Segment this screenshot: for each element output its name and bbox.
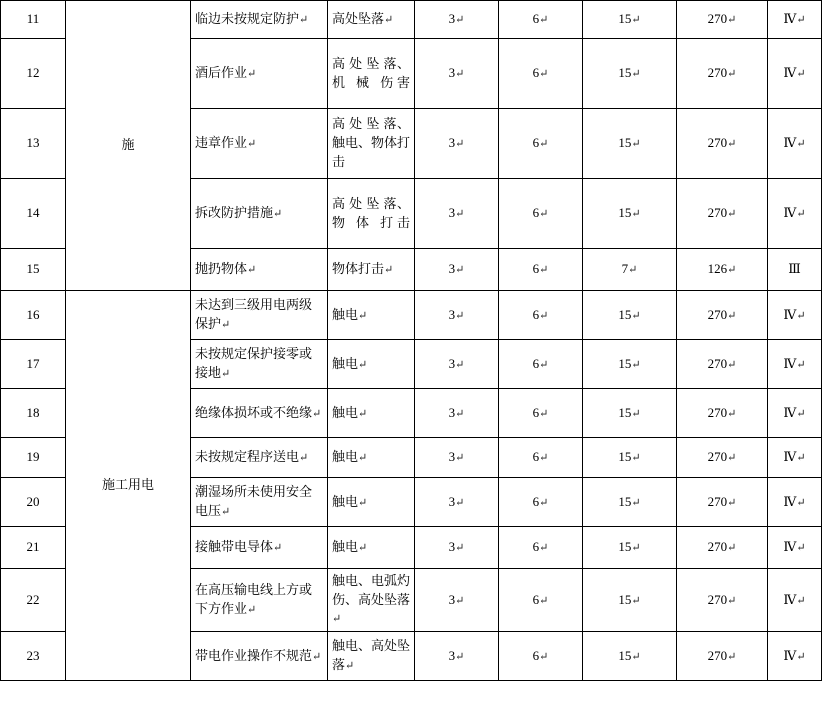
cell-e: 6↵ [499, 109, 583, 179]
cell-l: 3↵ [415, 109, 499, 179]
paragraph-mark: ↵ [358, 452, 368, 465]
paragraph-mark: ↵ [539, 496, 549, 509]
paragraph-mark: ↵ [455, 68, 465, 81]
table-row [1, 1, 822, 39]
cell-accident: 触电↵ [328, 527, 415, 569]
paragraph-mark: ↵ [727, 264, 737, 277]
paragraph-mark: ↵ [221, 505, 231, 518]
paragraph-mark: ↵ [455, 650, 465, 663]
paragraph-mark: ↵ [539, 407, 549, 420]
cell-d: 270↵ [677, 39, 768, 109]
paragraph-mark: ↵ [727, 208, 737, 221]
cell-e: 6↵ [499, 438, 583, 478]
paragraph-mark: ↵ [727, 68, 737, 81]
cell-accident: 触电↵ [328, 438, 415, 478]
cell-category: 施 [66, 1, 191, 291]
cell-accident: 触电↵ [328, 478, 415, 527]
paragraph-mark: ↵ [455, 309, 465, 322]
paragraph-mark: ↵ [631, 407, 641, 420]
paragraph-mark: ↵ [384, 264, 394, 277]
paragraph-mark: ↵ [631, 452, 641, 465]
paragraph-mark: ↵ [727, 309, 737, 322]
cell-item: 绝缘体损坏或不绝缘↵ [191, 389, 328, 438]
paragraph-mark: ↵ [727, 650, 737, 663]
paragraph-mark: ↵ [796, 309, 806, 322]
cell-item: 违章作业↵ [191, 109, 328, 179]
cell-l: 3↵ [415, 527, 499, 569]
cell-no: 22 [1, 569, 66, 632]
paragraph-mark: ↵ [221, 318, 231, 331]
cell-accident: 物体打击↵ [328, 249, 415, 291]
cell-c: 15↵ [583, 291, 677, 340]
cell-level: Ⅳ↵ [768, 569, 822, 632]
cell-item: 未按规定保护接零或接地↵ [191, 340, 328, 389]
paragraph-mark: ↵ [631, 309, 641, 322]
paragraph-mark: ↵ [727, 138, 737, 151]
paragraph-mark: ↵ [299, 14, 309, 27]
paragraph-mark: ↵ [727, 542, 737, 555]
paragraph-mark: ↵ [727, 358, 737, 371]
cell-level: Ⅳ↵ [768, 527, 822, 569]
cell-c: 15↵ [583, 340, 677, 389]
paragraph-mark: ↵ [358, 309, 368, 322]
paragraph-mark: ↵ [539, 138, 549, 151]
table-row [1, 291, 822, 340]
cell-item: 未达到三级用电两级保护↵ [191, 291, 328, 340]
paragraph-mark: ↵ [796, 407, 806, 420]
paragraph-mark: ↵ [631, 594, 641, 607]
paragraph-mark: ↵ [455, 14, 465, 27]
paragraph-mark: ↵ [631, 542, 641, 555]
paragraph-mark: ↵ [539, 208, 549, 221]
cell-no: 11 [1, 1, 66, 39]
cell-e: 6↵ [499, 478, 583, 527]
cell-item: 带电作业操作不规范↵ [191, 632, 328, 681]
paragraph-mark: ↵ [539, 358, 549, 371]
cell-no: 21 [1, 527, 66, 569]
cell-d: 270↵ [677, 527, 768, 569]
cell-e: 6↵ [499, 527, 583, 569]
cell-d: 270↵ [677, 478, 768, 527]
cell-c: 15↵ [583, 527, 677, 569]
cell-c: 15↵ [583, 39, 677, 109]
cell-no: 20 [1, 478, 66, 527]
paragraph-mark: ↵ [539, 68, 549, 81]
cell-item: 拆改防护措施↵ [191, 179, 328, 249]
paragraph-mark: ↵ [455, 264, 465, 277]
cell-c: 15↵ [583, 478, 677, 527]
cell-l: 3↵ [415, 179, 499, 249]
cell-e: 6↵ [499, 569, 583, 632]
cell-l: 3↵ [415, 249, 499, 291]
cell-e: 6↵ [499, 632, 583, 681]
paragraph-mark: ↵ [631, 138, 641, 151]
paragraph-mark: ↵ [539, 594, 549, 607]
cell-no: 17 [1, 340, 66, 389]
cell-accident: 高 处 坠 落、 物 体 打击 [328, 179, 415, 249]
paragraph-mark: ↵ [358, 542, 368, 555]
cell-no: 15 [1, 249, 66, 291]
paragraph-mark: ↵ [796, 14, 806, 27]
paragraph-mark: ↵ [299, 452, 309, 465]
paragraph-mark: ↵ [221, 367, 231, 380]
cell-d: 270↵ [677, 569, 768, 632]
paragraph-mark: ↵ [796, 496, 806, 509]
paragraph-mark: ↵ [455, 407, 465, 420]
cell-c: 7↵ [583, 249, 677, 291]
cell-level: Ⅳ↵ [768, 340, 822, 389]
cell-no: 19 [1, 438, 66, 478]
cell-accident: 触电↵ [328, 389, 415, 438]
cell-e: 6↵ [499, 179, 583, 249]
paragraph-mark: ↵ [631, 650, 641, 663]
paragraph-mark: ↵ [358, 496, 368, 509]
cell-d: 126↵ [677, 249, 768, 291]
cell-c: 15↵ [583, 109, 677, 179]
cell-no: 12 [1, 39, 66, 109]
paragraph-mark: ↵ [539, 309, 549, 322]
paragraph-mark: ↵ [796, 452, 806, 465]
paragraph-mark: ↵ [796, 68, 806, 81]
paragraph-mark: ↵ [384, 14, 394, 27]
paragraph-mark: ↵ [796, 138, 806, 151]
cell-l: 3↵ [415, 39, 499, 109]
cell-accident: 高 处 坠 落、触电、物体打击 [328, 109, 415, 179]
paragraph-mark: ↵ [796, 542, 806, 555]
cell-item: 接触带电导体↵ [191, 527, 328, 569]
cell-e: 6↵ [499, 249, 583, 291]
cell-level: Ⅳ↵ [768, 1, 822, 39]
paragraph-mark: ↵ [796, 208, 806, 221]
paragraph-mark: ↵ [455, 452, 465, 465]
paragraph-mark: ↵ [631, 358, 641, 371]
paragraph-mark: ↵ [796, 358, 806, 371]
cell-level: Ⅳ↵ [768, 179, 822, 249]
paragraph-mark: ↵ [455, 208, 465, 221]
cell-e: 6↵ [499, 389, 583, 438]
paragraph-mark: ↵ [332, 613, 342, 626]
cell-l: 3↵ [415, 340, 499, 389]
paragraph-mark: ↵ [631, 14, 641, 27]
cell-l: 3↵ [415, 478, 499, 527]
cell-c: 15↵ [583, 389, 677, 438]
paragraph-mark: ↵ [628, 264, 638, 277]
paragraph-mark: ↵ [539, 542, 549, 555]
cell-item: 抛扔物体↵ [191, 249, 328, 291]
cell-d: 270↵ [677, 291, 768, 340]
cell-l: 3↵ [415, 632, 499, 681]
paragraph-mark: ↵ [247, 264, 257, 277]
cell-c: 15↵ [583, 438, 677, 478]
cell-accident: 触电、电弧灼伤、高处坠落↵ [328, 569, 415, 632]
paragraph-mark: ↵ [345, 659, 355, 672]
cell-level: Ⅳ↵ [768, 438, 822, 478]
paragraph-mark: ↵ [358, 358, 368, 371]
cell-level: Ⅳ↵ [768, 632, 822, 681]
paragraph-mark: ↵ [247, 603, 257, 616]
paragraph-mark: ↵ [727, 594, 737, 607]
cell-item: 潮湿场所未使用安全电压↵ [191, 478, 328, 527]
paragraph-mark: ↵ [727, 452, 737, 465]
paragraph-mark: ↵ [312, 650, 322, 663]
paragraph-mark: ↵ [247, 68, 257, 81]
paragraph-mark: ↵ [727, 496, 737, 509]
cell-d: 270↵ [677, 438, 768, 478]
cell-l: 3↵ [415, 389, 499, 438]
cell-item: 临边未按规定防护↵ [191, 1, 328, 39]
cell-level: Ⅳ↵ [768, 39, 822, 109]
paragraph-mark: ↵ [631, 68, 641, 81]
paragraph-mark: ↵ [539, 264, 549, 277]
paragraph-mark: ↵ [539, 650, 549, 663]
cell-no: 13 [1, 109, 66, 179]
cell-d: 270↵ [677, 109, 768, 179]
cell-category: 施工用电 [66, 291, 191, 681]
cell-accident: 高 处 坠 落、机 械 伤害 [328, 39, 415, 109]
cell-no: 23 [1, 632, 66, 681]
cell-d: 270↵ [677, 389, 768, 438]
paragraph-mark: ↵ [247, 138, 257, 151]
table-body [1, 1, 822, 681]
paragraph-mark: ↵ [727, 407, 737, 420]
paragraph-mark: ↵ [455, 138, 465, 151]
cell-l: 3↵ [415, 291, 499, 340]
cell-accident: 触电、高处坠落↵ [328, 632, 415, 681]
paragraph-mark: ↵ [796, 594, 806, 607]
cell-no: 18 [1, 389, 66, 438]
cell-accident: 触电↵ [328, 340, 415, 389]
paragraph-mark: ↵ [273, 208, 283, 221]
cell-d: 270↵ [677, 179, 768, 249]
paragraph-mark: ↵ [273, 542, 283, 555]
cell-c: 15↵ [583, 1, 677, 39]
cell-l: 3↵ [415, 438, 499, 478]
cell-item: 酒后作业↵ [191, 39, 328, 109]
cell-d: 270↵ [677, 340, 768, 389]
cell-accident: 高处坠落↵ [328, 1, 415, 39]
paragraph-mark: ↵ [455, 594, 465, 607]
paragraph-mark: ↵ [539, 14, 549, 27]
paragraph-mark: ↵ [358, 407, 368, 420]
cell-level: Ⅳ↵ [768, 109, 822, 179]
paragraph-mark: ↵ [796, 650, 806, 663]
cell-level: Ⅲ [768, 249, 822, 291]
paragraph-mark: ↵ [312, 407, 322, 420]
cell-item: 在高压输电线上方或下方作业↵ [191, 569, 328, 632]
cell-e: 6↵ [499, 1, 583, 39]
cell-d: 270↵ [677, 632, 768, 681]
cell-c: 15↵ [583, 569, 677, 632]
cell-e: 6↵ [499, 340, 583, 389]
paragraph-mark: ↵ [631, 208, 641, 221]
cell-level: Ⅳ↵ [768, 478, 822, 527]
cell-item: 未按规定程序送电↵ [191, 438, 328, 478]
cell-l: 3↵ [415, 569, 499, 632]
cell-e: 6↵ [499, 291, 583, 340]
cell-level: Ⅳ↵ [768, 291, 822, 340]
paragraph-mark: ↵ [455, 358, 465, 371]
cell-no: 14 [1, 179, 66, 249]
paragraph-mark: ↵ [455, 542, 465, 555]
paragraph-mark: ↵ [631, 496, 641, 509]
cell-l: 3↵ [415, 1, 499, 39]
cell-c: 15↵ [583, 179, 677, 249]
cell-accident: 触电↵ [328, 291, 415, 340]
cell-d: 270↵ [677, 1, 768, 39]
paragraph-mark: ↵ [727, 14, 737, 27]
cell-level: Ⅳ↵ [768, 389, 822, 438]
paragraph-mark: ↵ [455, 496, 465, 509]
cell-no: 16 [1, 291, 66, 340]
cell-c: 15↵ [583, 632, 677, 681]
cell-e: 6↵ [499, 39, 583, 109]
paragraph-mark: ↵ [539, 452, 549, 465]
